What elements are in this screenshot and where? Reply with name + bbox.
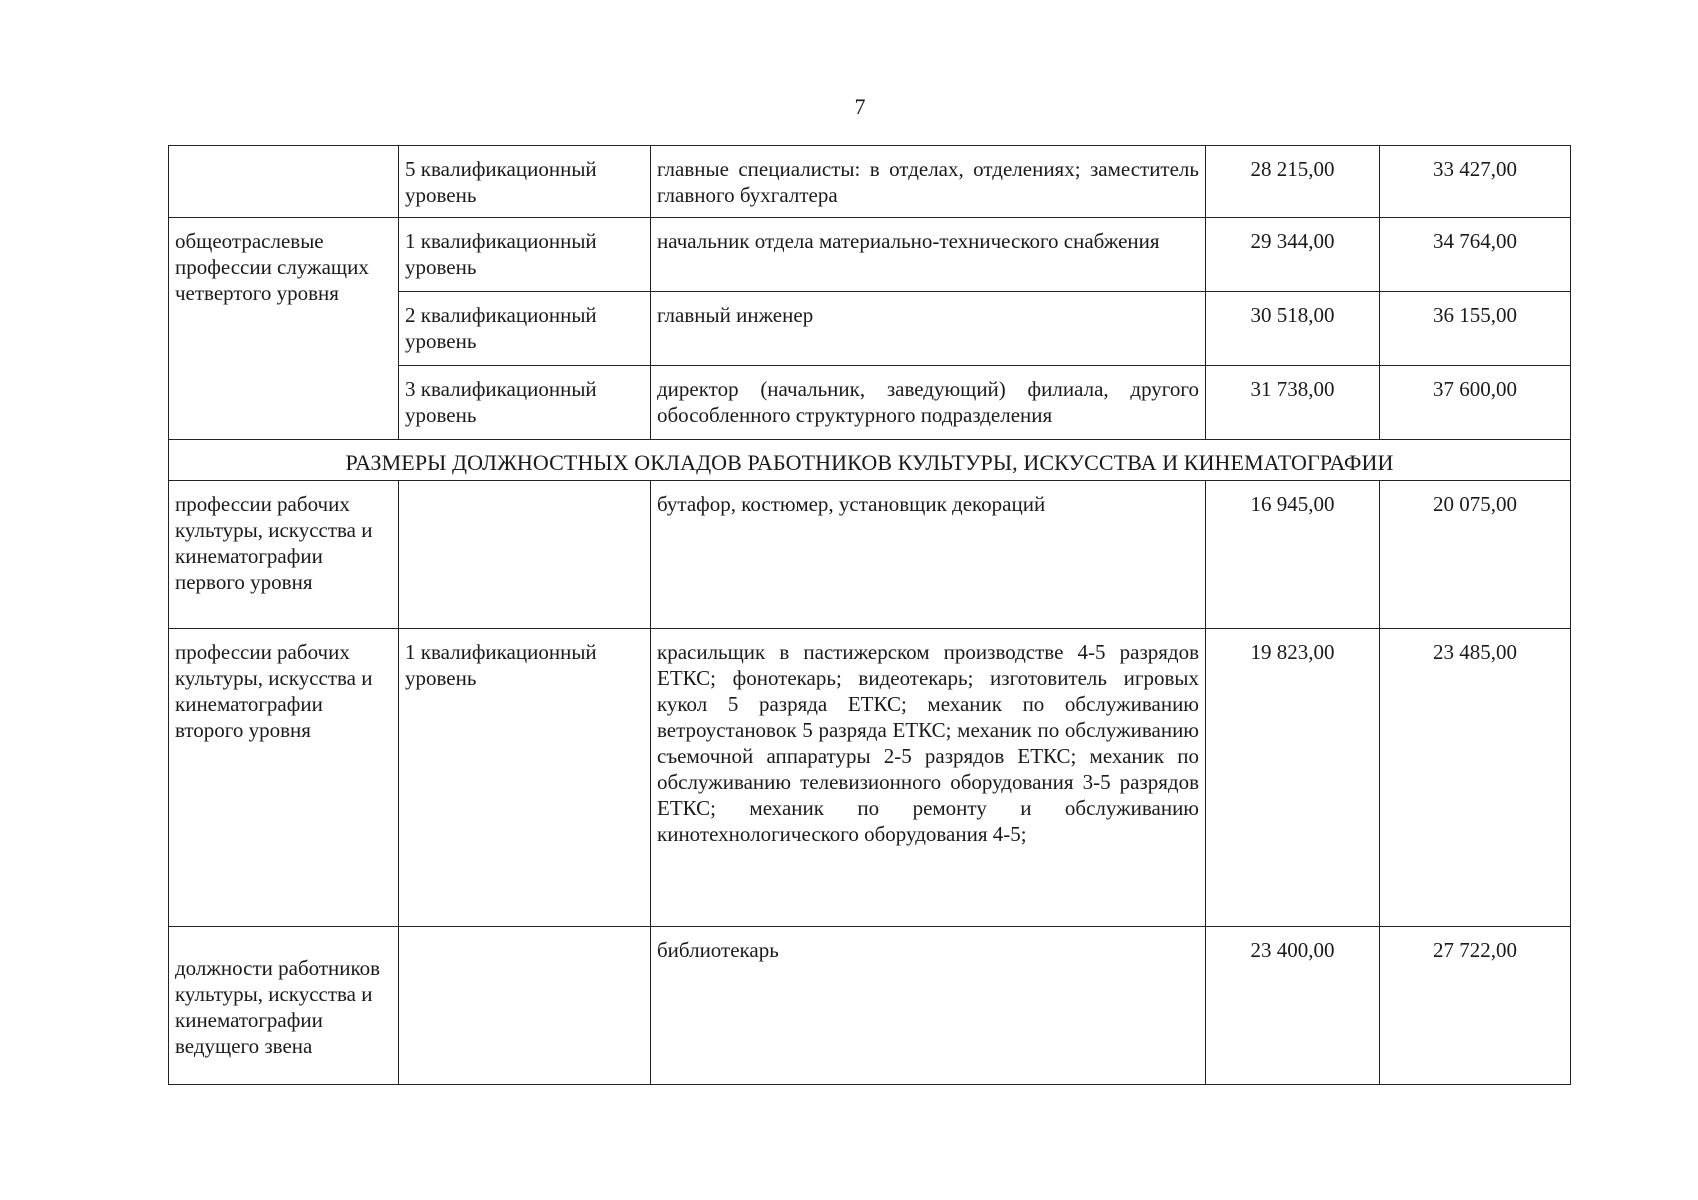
professional-group-cell: профессии рабочих культуры, искусства и кинематографии первого уровня [169, 481, 399, 629]
positions-cell: начальник отдела материально-технического снабжения [651, 218, 1206, 292]
qualification-level-cell [399, 927, 651, 1085]
salary-amount-cell-2: 33 427,00 [1380, 146, 1571, 218]
table-row [169, 218, 1571, 292]
salary-amount-cell-2: 20 075,00 [1380, 481, 1571, 629]
salary-amount-cell: 30 518,00 [1206, 292, 1380, 366]
positions-cell: красильщик в пастижерском производстве 4-5 разрядов ЕТКС; фонотекарь; видеотекарь; изготовитель игровых кукол 5 разряда ЕТКС; механик по обслуживанию ветроустановок 5 разряда ЕТКС; механик по обслуживанию съемочной аппаратуры 2-5 разрядов ЕТКС; механик по обслуживанию телевизионного оборудования 3-5 разрядов ЕТКС; механик по ремонту и обслуживанию кинотехнологического оборудования 4-5; [651, 629, 1206, 927]
positions-cell: бутафор, костюмер, установщик декораций [651, 481, 1206, 629]
salary-amount-cell-2: 37 600,00 [1380, 366, 1571, 440]
table-row [169, 146, 1571, 218]
salary-amount-cell-2: 23 485,00 [1380, 629, 1571, 927]
qualification-level-cell: 2 квалификационный уровень [399, 292, 651, 366]
salary-amount-cell: 19 823,00 [1206, 629, 1380, 927]
professional-group-cell: общеотраслевые профессии служащих четвертого уровня [169, 218, 399, 440]
positions-cell: директор (начальник, заведующий) филиала, другого обособленного структурного подразделения [651, 366, 1206, 440]
salary-amount-cell-2: 36 155,00 [1380, 292, 1571, 366]
professional-group-cell: должности работников культуры, искусства и кинематографии ведущего звена [169, 927, 399, 1085]
professional-group-cell [169, 146, 399, 218]
qualification-level-cell: 1 квалификационный уровень [399, 218, 651, 292]
salary-amount-cell: 28 215,00 [1206, 146, 1380, 218]
table-row [169, 927, 1571, 1085]
positions-cell: главный инженер [651, 292, 1206, 366]
salary-amount-cell: 29 344,00 [1206, 218, 1380, 292]
page-number: 7 [854, 94, 866, 119]
positions-cell: главные специалисты: в отделах, отделениях; заместитель главного бухгалтера [651, 146, 1206, 218]
salary-amount-cell-2: 34 764,00 [1380, 218, 1571, 292]
table-row [169, 629, 1571, 927]
section-header-row [169, 440, 1571, 481]
salary-amount-cell-2: 27 722,00 [1380, 927, 1571, 1085]
qualification-level-cell: 3 квалификационный уровень [399, 366, 651, 440]
professional-group-cell: профессии рабочих культуры, искусства и кинематографии второго уровня [169, 629, 399, 927]
qualification-level-cell [399, 481, 651, 629]
qualification-level-cell: 1 квалификационный уровень [399, 629, 651, 927]
qualification-level-cell: 5 квалификационный уровень [399, 146, 651, 218]
positions-cell: библиотекарь [651, 927, 1206, 1085]
section-header: РАЗМЕРЫ ДОЛЖНОСТНЫХ ОКЛАДОВ РАБОТНИКОВ КУЛЬТУРЫ, ИСКУССТВА И КИНЕМАТОГРАФИИ [169, 440, 1571, 481]
table-row [169, 481, 1571, 629]
salary-amount-cell: 16 945,00 [1206, 481, 1380, 629]
salary-amount-cell: 31 738,00 [1206, 366, 1380, 440]
salary-amount-cell: 23 400,00 [1206, 927, 1380, 1085]
salary-table [168, 145, 1571, 1085]
